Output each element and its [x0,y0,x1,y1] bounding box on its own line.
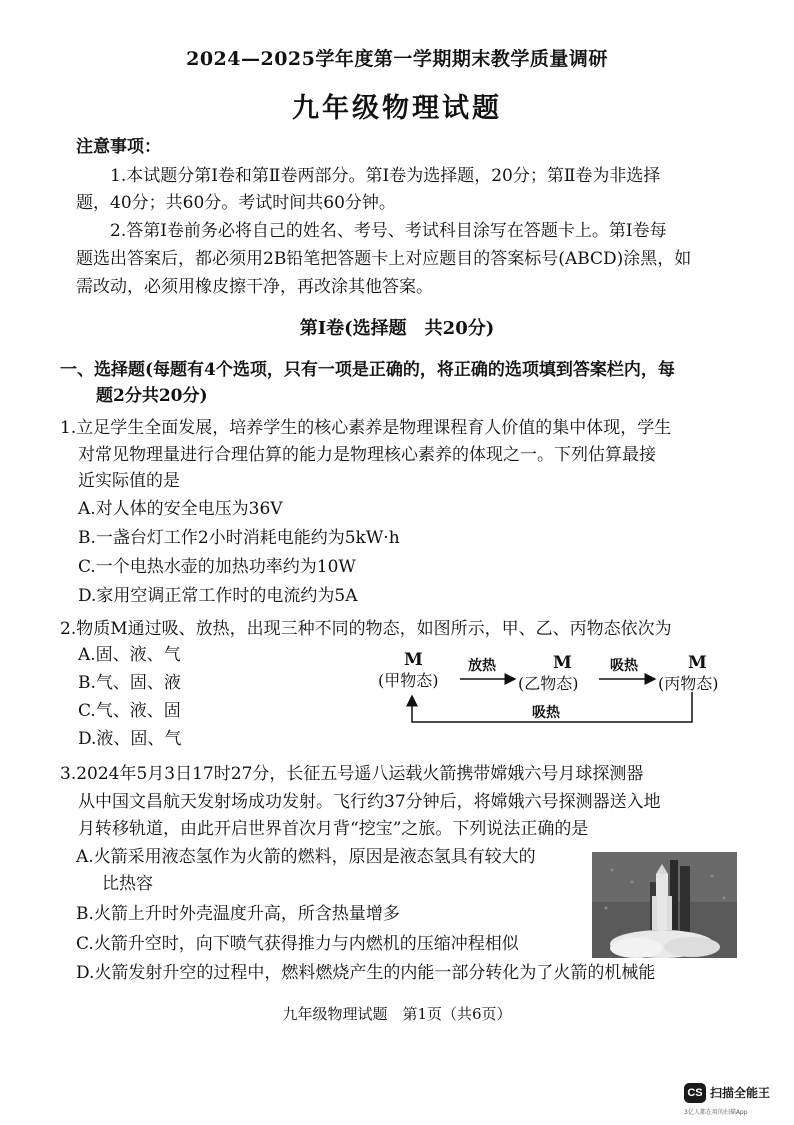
section-instructions-line2: 题2分共20分) [96,386,208,406]
notice-p2-line3: 需改动，必须用橡皮擦干净，再改涂其他答案。 [76,277,433,297]
notice-p2-line1: 2.答第Ⅰ卷前务必将自己的姓名、考号、考试科目涂写在答题卡上。第Ⅰ卷每 [110,221,667,241]
section-instructions-line1: 一、选择题(每题有4个选项，只有一项是正确的，将正确的选项填到答案栏内，每 [60,360,675,380]
rocket-icon [592,852,737,958]
notice-p1-line1: 1.本试题分第Ⅰ卷和第Ⅱ卷两部分。第Ⅰ卷为选择题，20分；第Ⅱ卷为非选择 [110,166,661,186]
diagram-state-c: (丙物态) [658,674,719,693]
q3-stem-line3: 月转移轨道，由此开启世界首次月背“挖宝”之旅。下列说法正确的是 [78,819,589,839]
diagram-back-label: 吸热 [532,705,560,721]
q3-option-a-line1: A.火箭采用液态氢作为火箭的燃料，原因是液态氢具有较大的 [76,847,536,867]
q2-option-d: D.液、固、气 [78,729,182,749]
q1-stem-line2: 对常见物理量进行合理估算的能力是物理核心素养的体现之一。下列估算最接 [78,445,656,465]
q1-stem-line1: 1.立足学生全面发展，培养学生的核心素养是物理课程育人价值的集中体现，学生 [60,418,672,438]
section-heading: 第Ⅰ卷(选择题 共20分) [299,318,495,339]
scanner-logo-icon: CS [684,1083,706,1103]
scanner-brand: 扫描全能王 [710,1086,771,1100]
q2-option-c: C.气、液、固 [78,701,181,721]
q1-option-d: D.家用空调正常工作时的电流约为5A [78,586,358,606]
q3-option-c: C.火箭升空时，向下喷气获得推力与内燃机的压缩冲程相似 [76,934,519,954]
q1-option-b: B.一盏台灯工作2小时消耗电能约为5kW·h [78,528,400,548]
q3-option-a-line2: 比热容 [102,874,153,894]
diagram-arrow2-label: 吸热 [610,658,638,674]
page-footer: 九年级物理试题 第1页（共6页） [282,1005,512,1023]
diagram-m-c: M [688,653,707,673]
q3-stem-line1: 3.2024年5月3日17时27分，长征五号遥八运载火箭携带嫦娥六号月球探测器 [60,764,644,784]
phase-change-diagram [372,650,742,740]
q2-option-b: B.气、固、液 [78,673,181,693]
notice-p1-line2: 题，40分；共60分。考试时间共60分钟。 [76,193,396,213]
diagram-state-b: (乙物态) [518,674,579,693]
q1-stem-line3: 近实际值的是 [78,471,180,491]
q1-option-a: A.对人体的安全电压为36V [78,499,283,519]
q2-stem: 2.物质M通过吸、放热，出现三种不同的物态，如图所示，甲、乙、丙物态依次为 [60,619,672,639]
scanner-watermark [684,1081,794,1121]
notice-p2-line2: 题选出答案后，都必须用2B铅笔把答题卡上对应题目的答案标号(ABCD)涂黑，如 [76,249,692,269]
rocket-launch-photo [592,852,737,958]
exam-title: 九年级物理试题 [292,93,502,124]
q2-option-a: A.固、液、气 [78,645,181,665]
q1-option-c: C.一个电热水壶的加热功率约为10W [78,557,356,577]
q3-stem-line2: 从中国文昌航天发射场成功发射。飞行约37分钟后，将嫦娥六号探测器送入地 [78,792,661,812]
diagram-m-b: M [553,653,572,673]
exam-subtitle: 2024—2025学年度第一学期期末教学质量调研 [186,48,608,70]
q3-option-d: D.火箭发射升空的过程中，燃料燃烧产生的内能一部分转化为了火箭的机械能 [76,963,656,983]
diagram-state-a: (甲物态) [378,671,439,690]
notice-heading: 注意事项： [76,137,161,157]
scanner-tagline: 3亿人都在用的扫描App [684,1109,748,1116]
diagram-arrow1-label: 放热 [468,658,496,674]
q3-option-b: B.火箭上升时外壳温度升高，所含热量增多 [76,904,400,924]
diagram-m-a: M [404,650,423,670]
